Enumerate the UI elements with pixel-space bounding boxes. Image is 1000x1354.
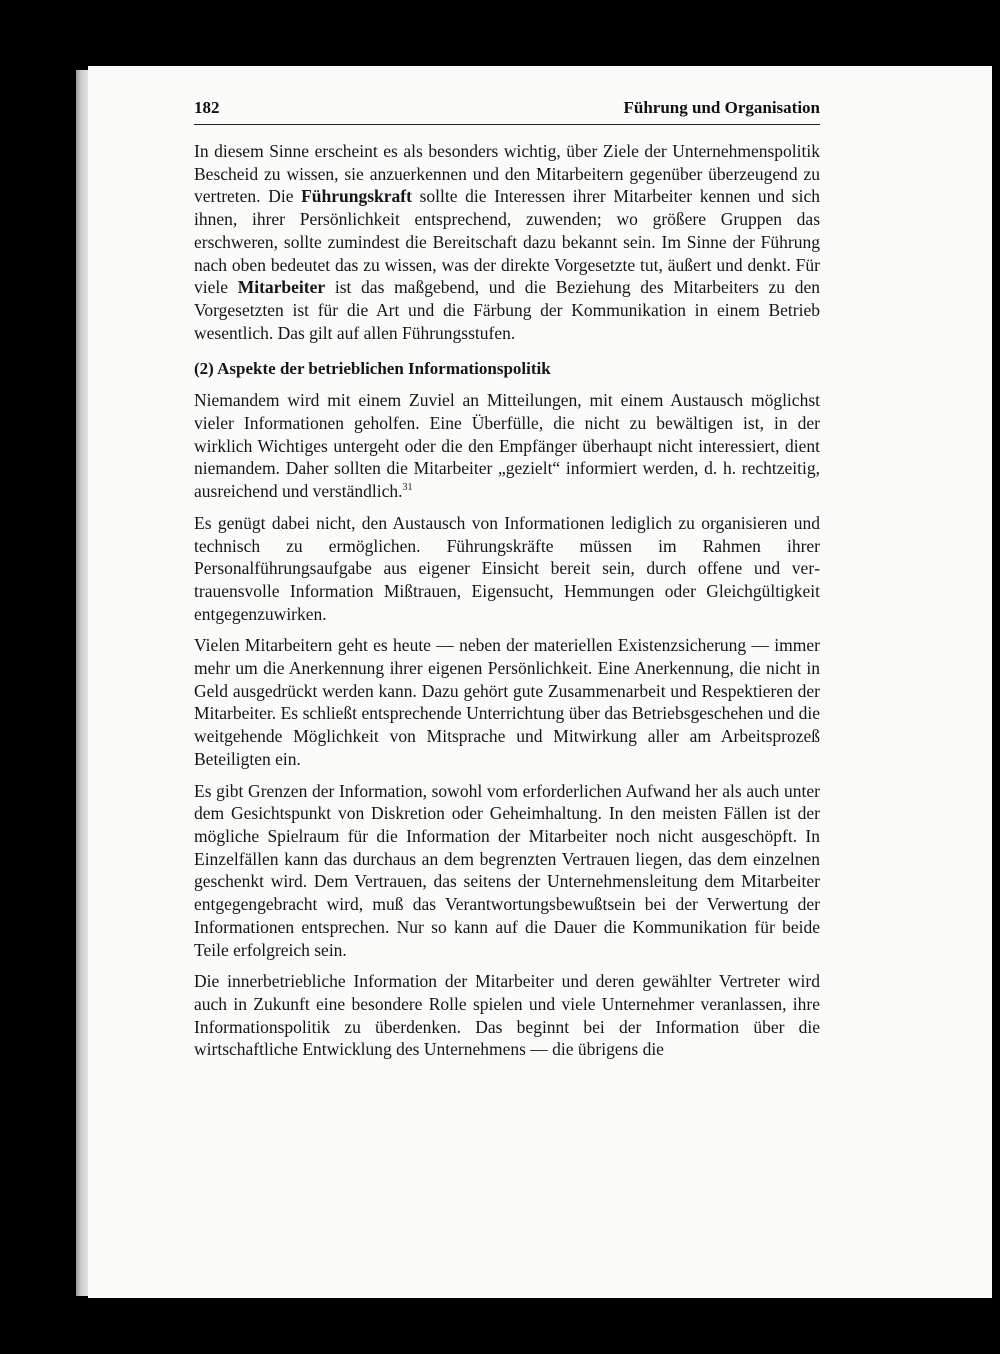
paragraph-4: Vielen Mitarbeitern geht es heute — neben der materiellen Existenzsicherung — immer mehr um die Anerkennung ihrer eigenen Persönlichkeit. Eine Anerkennung, die nicht in Geld ausgedrückt werden kann. Dazu gehört gute Zusammenarbeit und Respektieren der Mitarbeiter. Es schließt entsprechende Unterrichtung über das Betriebsgeschehen und die weitgehende Möglichkeit von Mitsprache und Mitwirkung aller am Arbeitsprozeß Beteiligten ein.: [194, 635, 820, 769]
paragraph-1-part-1: In diesem Sinne erscheint es als besonders wichtig, über Ziele der Unternehmenspolitik Bescheid zu wissen, sie anzuerkennen und den Mitarbeitern gegenüber überzeugend zu vertreten. Die: [194, 141, 820, 207]
paragraph-6: Die innerbetriebliche Information der Mitarbeiter und deren gewählter Vertreter wird auch in Zukunft eine besondere Rolle spielen und viele Unternehmer veranlassen, ihre Informationspolitik zu überdenken. Das beginnt bei der Information über die wirtschaftliche Entwicklung des Unternehmens — die übrigens die: [194, 971, 820, 1060]
footnote-reference: 31: [402, 482, 413, 494]
body-text: [194, 140, 820, 1070]
page-number: 182: [194, 98, 220, 117]
running-title: Führung und Organisation: [623, 98, 820, 117]
bold-term-fuehrungskraft: Führungskraft: [301, 186, 412, 207]
paragraph-1-part-2: sollte die Interessen ihrer Mitarbeiter kennen und sich ihnen, ihrer Persönlichkeit entsprechend, zuwenden; wo größere Gruppen das erschweren, sollte zumindest die Bereitschaft dazu bekannt sein. Im Sinne der Führung nach oben bedeutet das zu wissen, was der direkte Vorgesetzte tut, äußert und denkt. Für viele: [194, 186, 820, 298]
paragraph-3: Es genügt dabei nicht, den Austausch von Informationen lediglich zu organisieren und technisch zu ermöglichen. Führungskräfte müssen im Rahmen ihrer Personalführungsaufgabe aus eigener Einsicht bereit sein, durch offene und vertrauensvolle Information Mißtrauen, Eigensucht, Hemmungen oder Gleichgültigkeit entgegenzuwirken.: [194, 512, 820, 624]
paragraph-5: Es gibt Grenzen der Information, sowohl vom erforderlichen Aufwand her als auch unter dem Gesichtspunkt von Diskretion oder Geheimhaltung. In den meisten Fällen ist der mögliche Spielraum für die Information der Mitarbeiter noch nicht ausgeschöpft. In Einzelfällen kann das durchaus an dem begrenzten Vertrauen liegen, das dem einzelnen geschenkt wird. Dem Vertrauen, das seitens der Unternehmensleitung dem Mitarbeiter entgegengebracht wird, muß das Verantwortungsbewußtsein bei der Verwertung der Informationen entsprechen. Nur so kann auf die Dauer die Kommunikation für beide Teile erfolgreich sein.: [194, 780, 820, 960]
running-header: [194, 94, 820, 125]
bold-term-mitarbeiter: Mitarbeiter: [237, 277, 326, 298]
paragraph-1-part-3: ist das maßgebend, und die Beziehung des Mitarbeiters zu den Vorgesetzten ist für die Art und die Färbung der Kommunikation in einem Betrieb wesentlich. Das gilt auf allen Führungsstufen.: [194, 277, 820, 343]
paragraph-1: [194, 140, 820, 344]
section-heading: (2) Aspekte der betrieblichen Informationspolitik: [194, 359, 551, 379]
paragraph-2-text: Niemandem wird mit einem Zuviel an Mitteilungen, mit einem Austausch möglichst vieler Informationen geholfen. Eine Überfülle, die nicht zu bewältigen ist, in der wirklich Wichtiges untergeht oder die den Empfänger überhaupt nicht interessiert, dient niemandem. Daher sollten die Mitarbeiter „gezielt“ informiert werden, d. h. rechtzeitig, ausreichend und verständlich.: [194, 390, 820, 502]
paragraph-2: [194, 389, 820, 503]
